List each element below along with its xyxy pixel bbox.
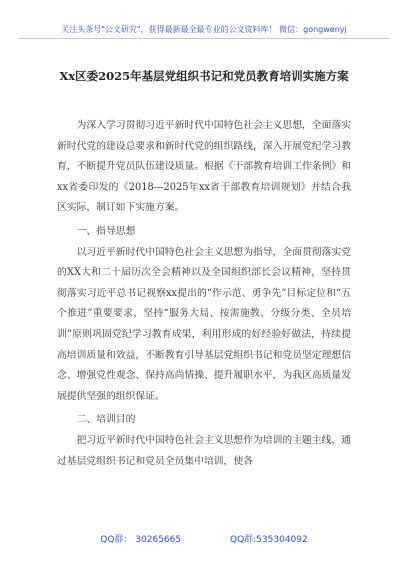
footer-qq-group-1: QQ群： 30265665 bbox=[100, 535, 182, 545]
footer-qq-group-2: QQ群:535304092 bbox=[229, 535, 308, 545]
guiding-ideology-paragraph: 以习近平新时代中国特色社会主义思想为指导，全面贯彻落实党的XX大和二十届历次全会精神以及全国组织部长会议精神，坚持贯彻落实习近平总书记视察xx提出的“作示范、勇争先”目标定位和“五个推进”重要要求，坚持“服务大局、按需施教、分级分类、全员培训”原则巩固党纪学习教育成果，利用形成的好经验好做法，持续提高培训质量和效益，不断教育引导基层党组织书记和党员坚定理想信念、增强党性观念、保持高尚情操、提升履职水平，为我区高质量发展提供坚强的组织保证。 bbox=[57, 246, 351, 402]
header-notice: 关注头条号"公文研究"，获得最新最全最专业的公文资料库！ 微信：gongwenyj bbox=[61, 25, 347, 34]
section-heading-guiding-ideology: 一、指导思想 bbox=[76, 225, 136, 237]
training-purpose-paragraph: 把习近平新时代中国特色社会主义思想作为培训的主题主线，通过基层党组织书记和党员全员集中培训，使各 bbox=[57, 434, 351, 467]
section-heading-training-purpose: 二、培训目的 bbox=[76, 414, 136, 426]
document-body bbox=[57, 116, 351, 475]
header-divider bbox=[18, 38, 390, 39]
intro-paragraph: 为深入学习贯彻习近平新时代中国特色社会主义思想，全面落实新时代党的建设总要求和新时代党的组织路线，深入开展党纪学习教育，不断提升党员队伍建设质量。根据《干部教育培训工作条例》和xx省委印发的《2018—2025年xx省干部教育培训规划》并结合我区实际，制订如下实施方案。 bbox=[57, 120, 351, 214]
footer-contacts bbox=[0, 532, 408, 545]
document-title: Xx区委2025年基层党组织书记和党员教育培训实施方案 bbox=[59, 69, 349, 83]
